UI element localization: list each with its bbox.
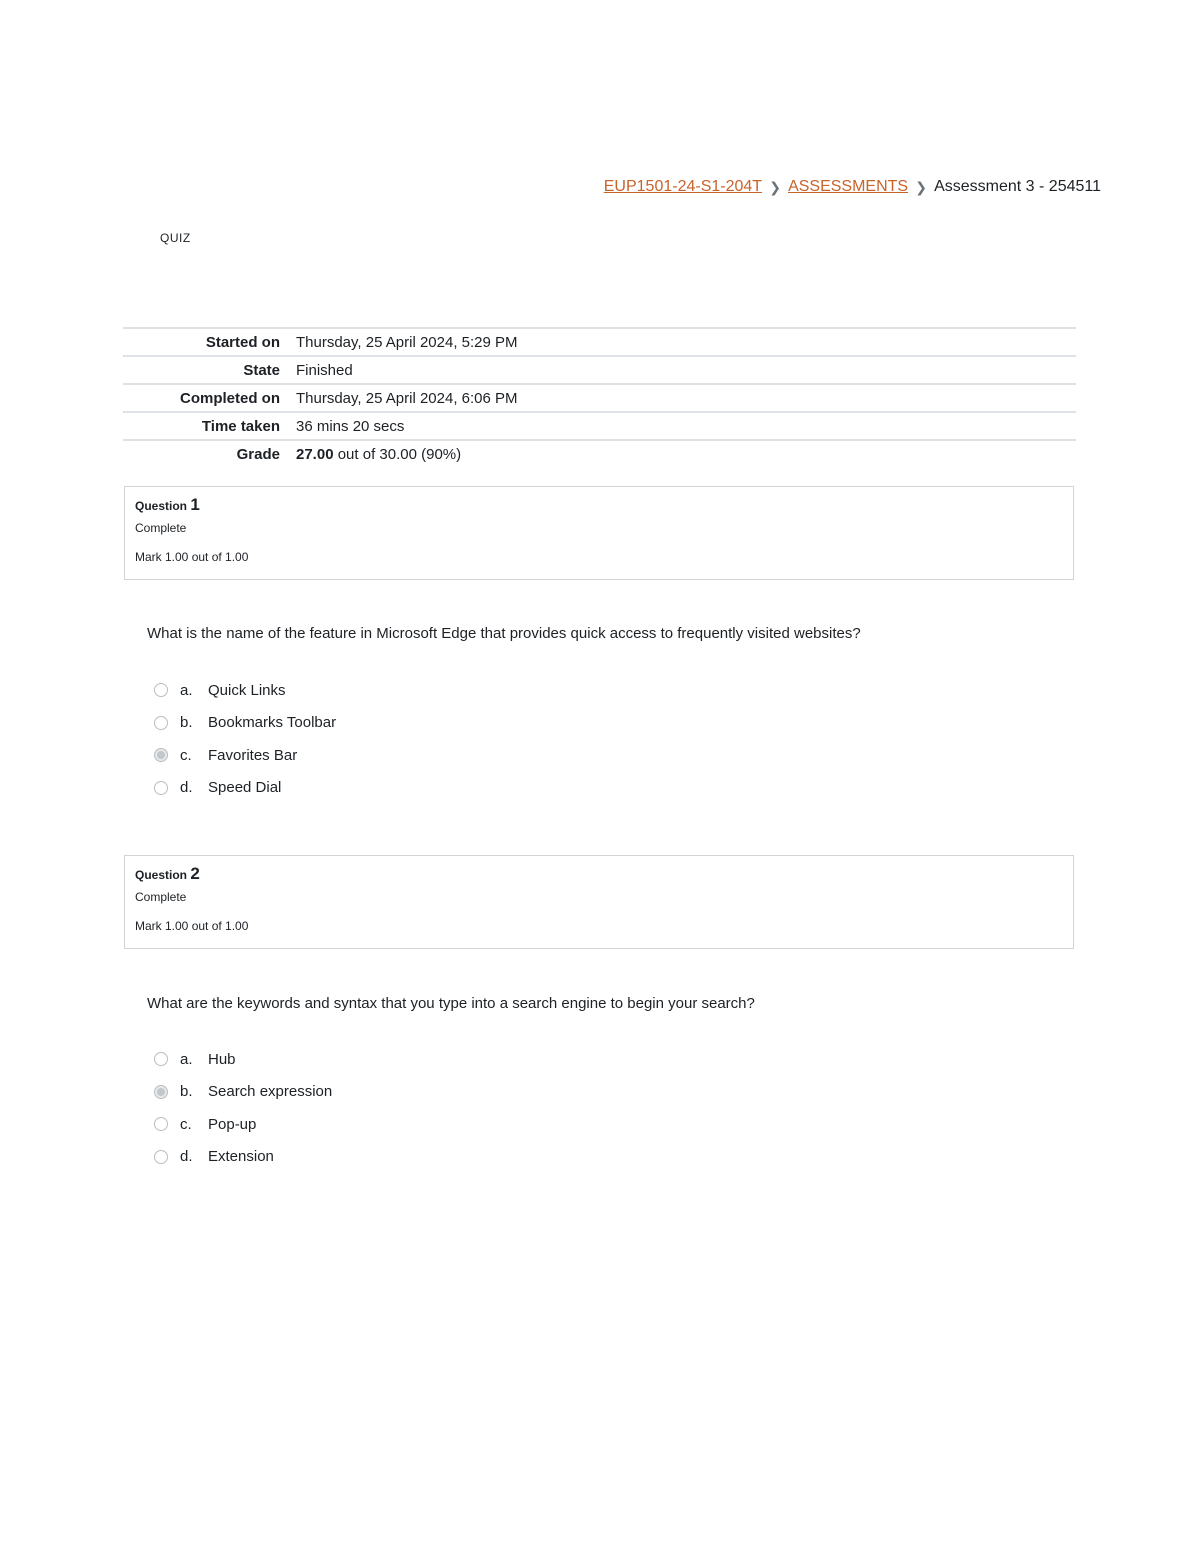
summary-label: Started on: [205, 333, 280, 351]
answer-letter: d.: [180, 1148, 193, 1166]
answer-letter: a.: [180, 1050, 193, 1068]
radio-button[interactable]: [154, 683, 168, 697]
question-number-value: 1: [190, 495, 200, 514]
answer-option[interactable]: [154, 739, 336, 772]
summary-row-time-taken: [123, 413, 1076, 441]
radio-button-selected[interactable]: [154, 748, 168, 762]
question-text: What are the keywords and syntax that you type into a search engine to begin your search?: [147, 995, 755, 1012]
answer-text: Hub: [208, 1050, 236, 1068]
answer-text: Quick Links: [208, 681, 286, 699]
grade-score: 27.00: [296, 445, 334, 463]
summary-row-started: [123, 329, 1076, 357]
chevron-right-icon: ❯: [915, 178, 927, 195]
summary-value: Finished: [296, 361, 353, 379]
answer-option[interactable]: [154, 1043, 332, 1076]
answer-letter: c.: [180, 746, 192, 764]
radio-button[interactable]: [154, 1117, 168, 1131]
answer-text: Speed Dial: [208, 779, 282, 797]
question-state: Complete: [135, 521, 187, 535]
summary-row-state: [123, 357, 1076, 385]
summary-label: Grade: [236, 445, 280, 463]
summary-row-completed: [123, 385, 1076, 413]
question-mark: Mark 1.00 out of 1.00: [135, 919, 249, 933]
answer-option[interactable]: [154, 772, 336, 805]
grade-total: out of 30.00 (90%): [337, 445, 462, 463]
answer-text: Bookmarks Toolbar: [208, 714, 337, 732]
summary-value: [296, 446, 461, 463]
attempt-summary-table: [123, 327, 1076, 467]
answer-letter: a.: [180, 681, 193, 699]
answer-option[interactable]: [154, 1108, 332, 1141]
question-state: Complete: [135, 890, 187, 904]
question-info-box: [124, 855, 1074, 949]
radio-button[interactable]: [154, 716, 168, 730]
answer-letter: d.: [180, 779, 193, 797]
radio-button[interactable]: [154, 781, 168, 795]
radio-button[interactable]: [154, 1052, 168, 1066]
question-text: What is the name of the feature in Microsoft Edge that provides quick access to frequently visited websites?: [147, 625, 861, 642]
question-info-box: [124, 486, 1074, 580]
answer-text: Favorites Bar: [208, 746, 298, 764]
question-number: [135, 493, 1063, 517]
answer-option[interactable]: [154, 707, 336, 740]
summary-label: Completed on: [180, 389, 280, 407]
answer-option[interactable]: [154, 1141, 332, 1174]
summary-value: Thursday, 25 April 2024, 5:29 PM: [296, 333, 518, 351]
breadcrumb-current: Assessment 3 - 254511: [934, 178, 1101, 195]
question-mark: Mark 1.00 out of 1.00: [135, 550, 249, 564]
summary-label: State: [243, 361, 280, 379]
radio-button[interactable]: [154, 1150, 168, 1164]
question-label: Question: [135, 868, 188, 882]
breadcrumb-assessments-link[interactable]: ASSESSMENTS: [788, 178, 909, 195]
answer-option[interactable]: [154, 674, 336, 707]
summary-row-grade: [123, 441, 1076, 467]
answer-text: Extension: [208, 1148, 274, 1166]
radio-button-selected[interactable]: [154, 1085, 168, 1099]
answer-letter: b.: [180, 1083, 193, 1101]
answer-letter: c.: [180, 1115, 192, 1133]
question-label: Question: [135, 499, 188, 513]
summary-label: Time taken: [201, 417, 280, 435]
question-number-value: 2: [190, 864, 200, 883]
answer-option[interactable]: [154, 1076, 332, 1109]
answer-letter: b.: [180, 714, 193, 732]
breadcrumb-course-link[interactable]: EUP1501-24-S1-204T: [603, 178, 763, 195]
answer-options: [154, 1043, 332, 1173]
question-number: [135, 862, 1063, 886]
answer-options: [154, 674, 336, 804]
activity-type-label: QUIZ: [160, 231, 191, 245]
summary-value: 36 mins 20 secs: [296, 417, 405, 435]
answer-text: Pop-up: [208, 1115, 257, 1133]
chevron-right-icon: ❯: [769, 178, 781, 195]
breadcrumb: [604, 178, 1101, 196]
summary-value: Thursday, 25 April 2024, 6:06 PM: [296, 389, 518, 407]
answer-text: Search expression: [208, 1083, 333, 1101]
